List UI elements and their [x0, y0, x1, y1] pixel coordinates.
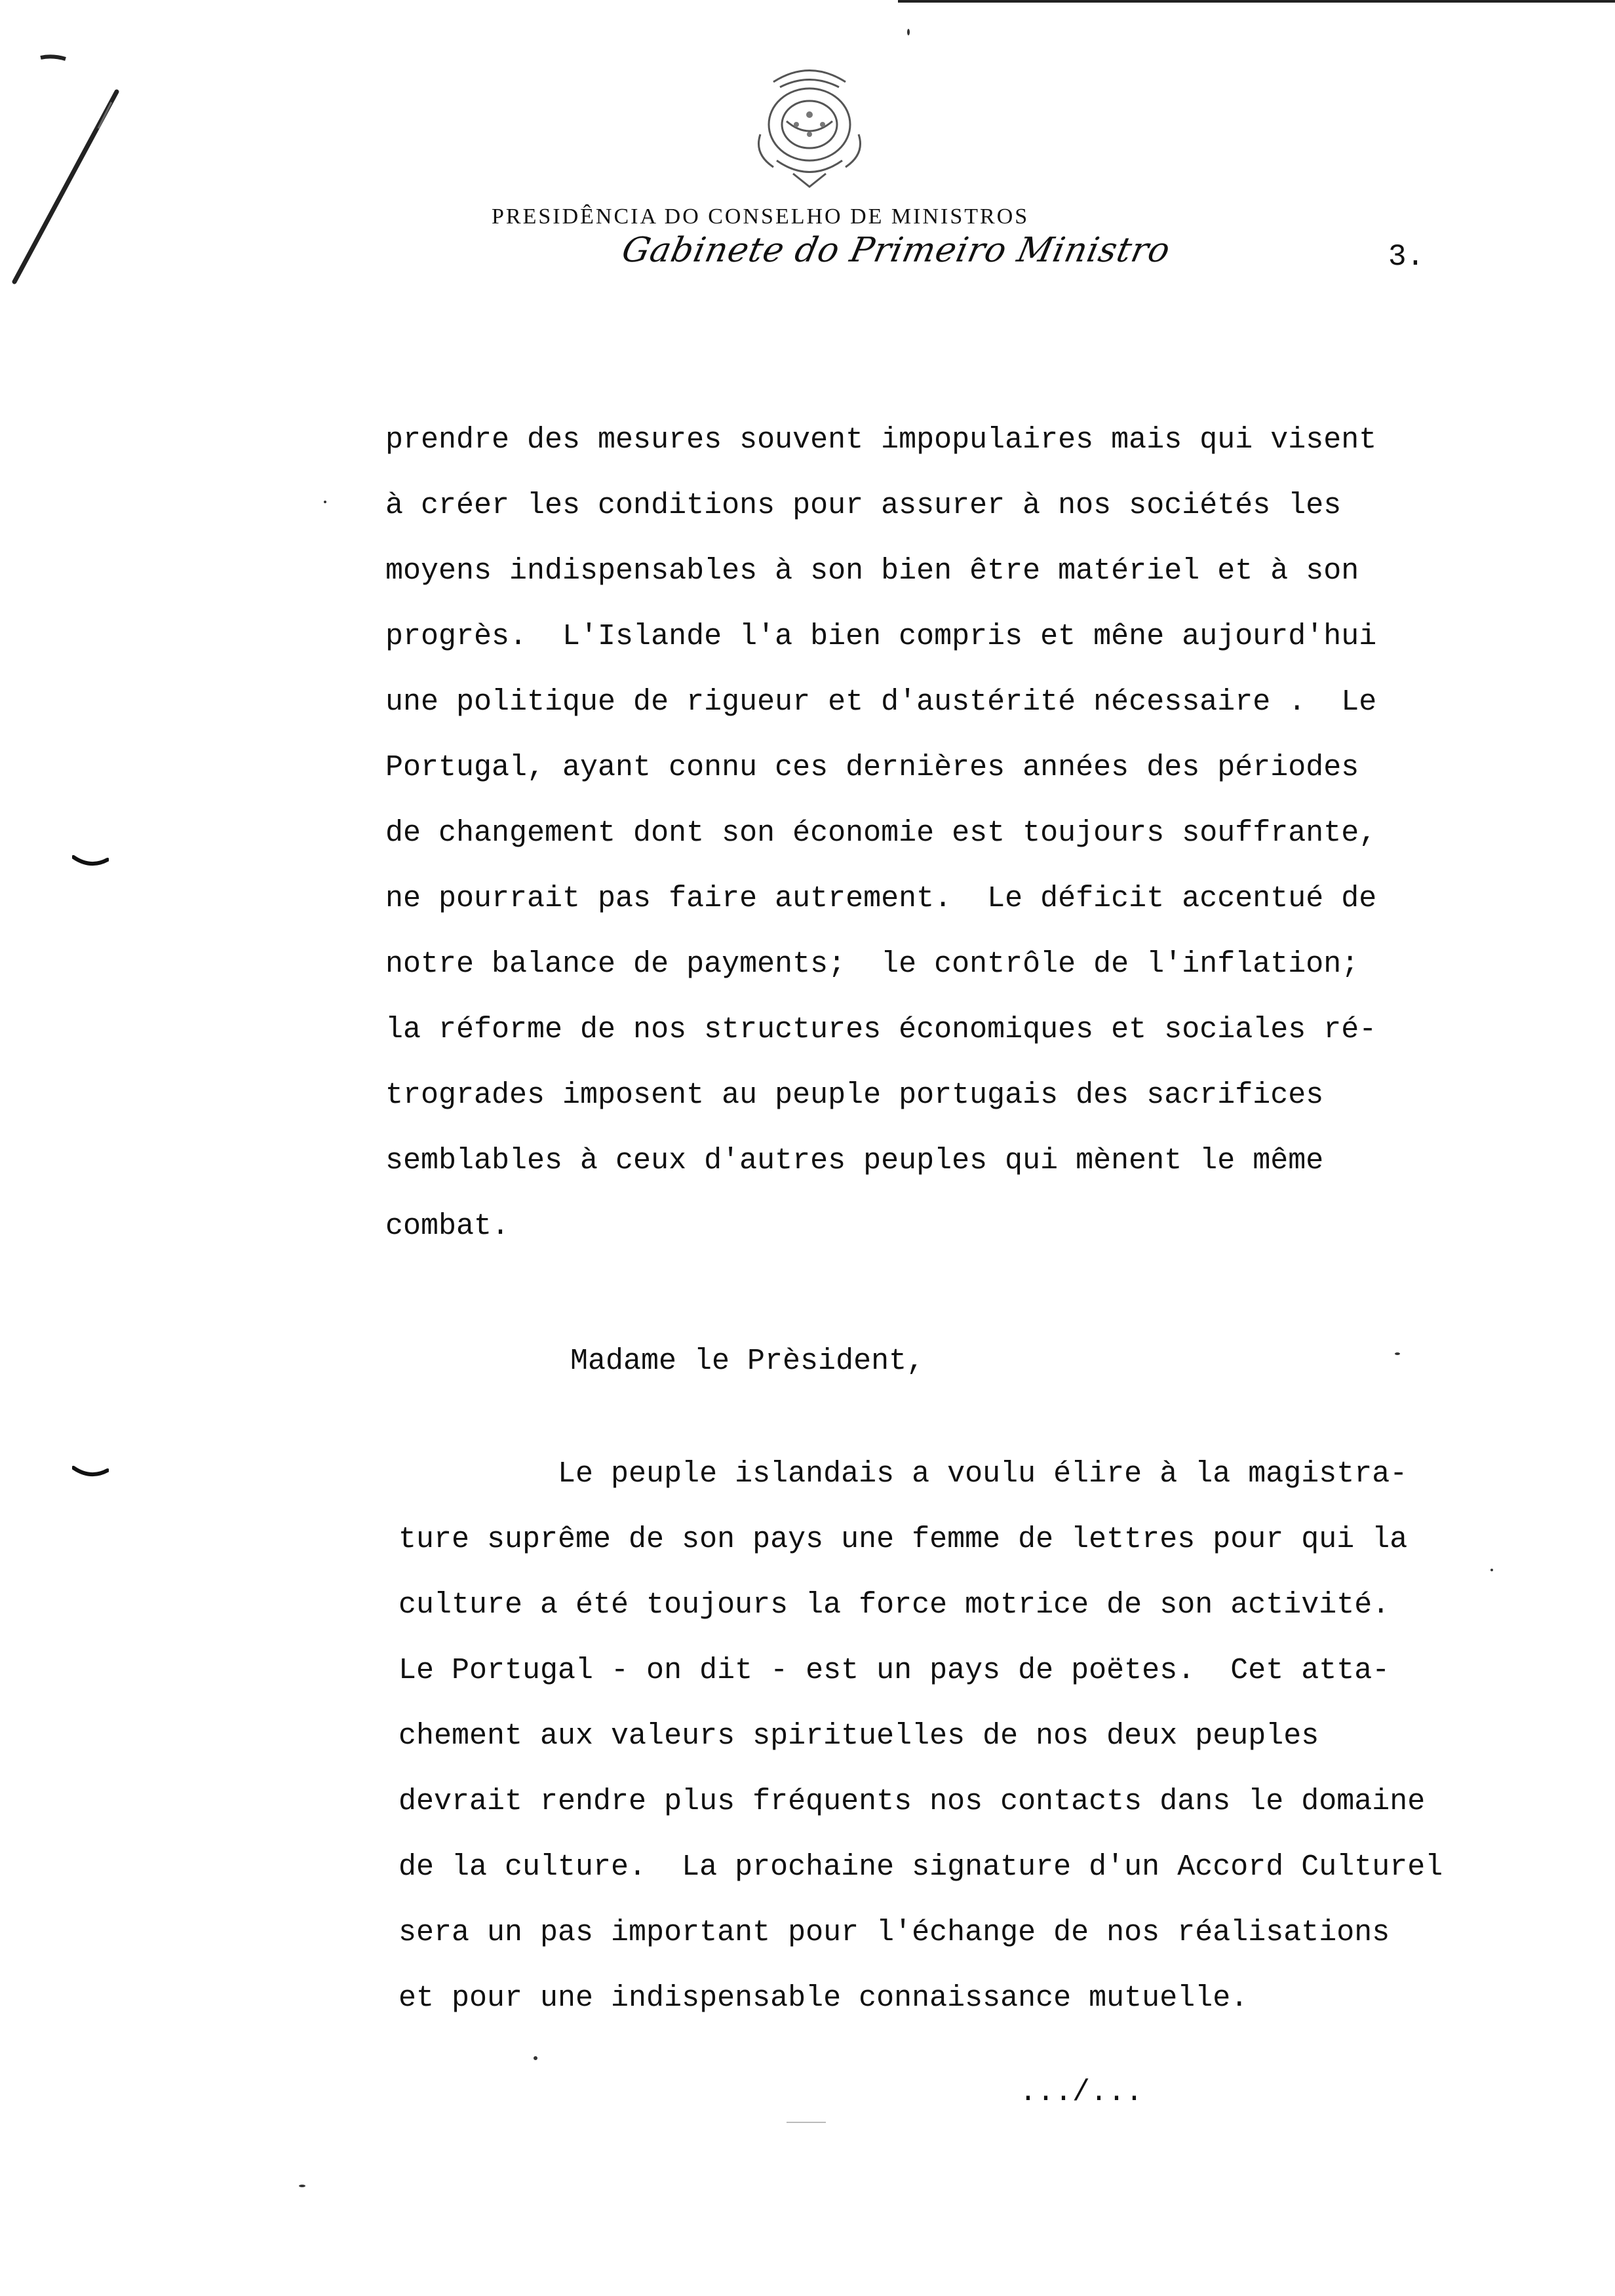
text-line: chement aux valeurs spirituelles de nos deux peuples: [399, 1719, 1319, 1753]
text-line: de la culture. La prochaine signature d'un Accord Culturel: [399, 1850, 1443, 1884]
text-line: Portugal, ayant connu ces dernières années des périodes: [385, 751, 1359, 784]
text-line: moyens indispensables à son bien être matériel et à son: [385, 554, 1359, 588]
text-line: trogrades imposent au peuple portugais des sacrifices: [385, 1079, 1324, 1112]
text-line: Le peuple islandais a voulu élire à la magistra-: [399, 1457, 1408, 1491]
text-line: ture suprême de son pays une femme de lettres pour qui la: [399, 1523, 1408, 1556]
paper-speck: [1395, 1352, 1400, 1355]
margin-tick-mark: [72, 1465, 109, 1478]
paper-speck: [787, 2122, 826, 2123]
text-line: prendre des mesures souvent impopulaires mais qui visent: [385, 423, 1377, 457]
page-number: 3.: [1388, 240, 1425, 274]
text-line: culture a été toujours la force motrice de son activité.: [399, 1588, 1390, 1622]
continuation-mark: .../...: [1019, 2076, 1144, 2109]
text-line: combat.: [385, 1210, 510, 1243]
paragraph-2: [399, 1442, 1443, 2031]
paper-speck: [534, 2056, 537, 2060]
paper-speck: [324, 501, 326, 503]
text-line: ne pourrait pas faire autrement. Le déficit accentué de: [385, 882, 1377, 915]
text-line: semblables à ceux d'autres peuples qui mènent le même: [385, 1144, 1324, 1177]
salutation: Madame le Prèsident,: [570, 1345, 925, 1378]
text-line: progrès. L'Islande l'a bien compris et mêne aujourd'hui: [385, 620, 1377, 653]
paper-speck: [907, 29, 910, 35]
text-line: la réforme de nos structures économiques et sociales ré-: [385, 1013, 1377, 1046]
text-line: à créer les conditions pour assurer à nos sociétés les: [385, 489, 1342, 522]
paragraph-1: [385, 408, 1376, 1259]
text-line: de changement dont son économie est toujours souffrante,: [385, 816, 1377, 850]
text-line: devrait rendre plus fréquents nos contacts dans le domaine: [399, 1785, 1426, 1818]
coat-of-arms-seal: [747, 62, 872, 193]
paper-speck: [299, 2185, 305, 2187]
text-line: sera un pas important pour l'échange de nos réalisations: [399, 1916, 1390, 1949]
text-line: Le Portugal - on dit - est un pays de poëtes. Cet atta-: [399, 1654, 1390, 1687]
text-line: une politique de rigueur et d'austérité nécessaire . Le: [385, 685, 1377, 719]
margin-slash-mark: [0, 0, 170, 301]
top-edge-rule: [898, 0, 1615, 3]
paper-speck: [1490, 1569, 1493, 1571]
text-line: notre balance de payments; le contrôle de l'inflation;: [385, 947, 1359, 981]
letterhead-title: PRESIDÊNCIA DO CONSELHO DE MINISTROS: [492, 204, 1030, 229]
margin-tick-mark: [72, 854, 109, 868]
letterhead-subtitle: Gabinete do Primeiro Ministro: [618, 231, 1175, 270]
text-line: et pour une indispensable connaissance mutuelle.: [399, 1981, 1249, 2015]
